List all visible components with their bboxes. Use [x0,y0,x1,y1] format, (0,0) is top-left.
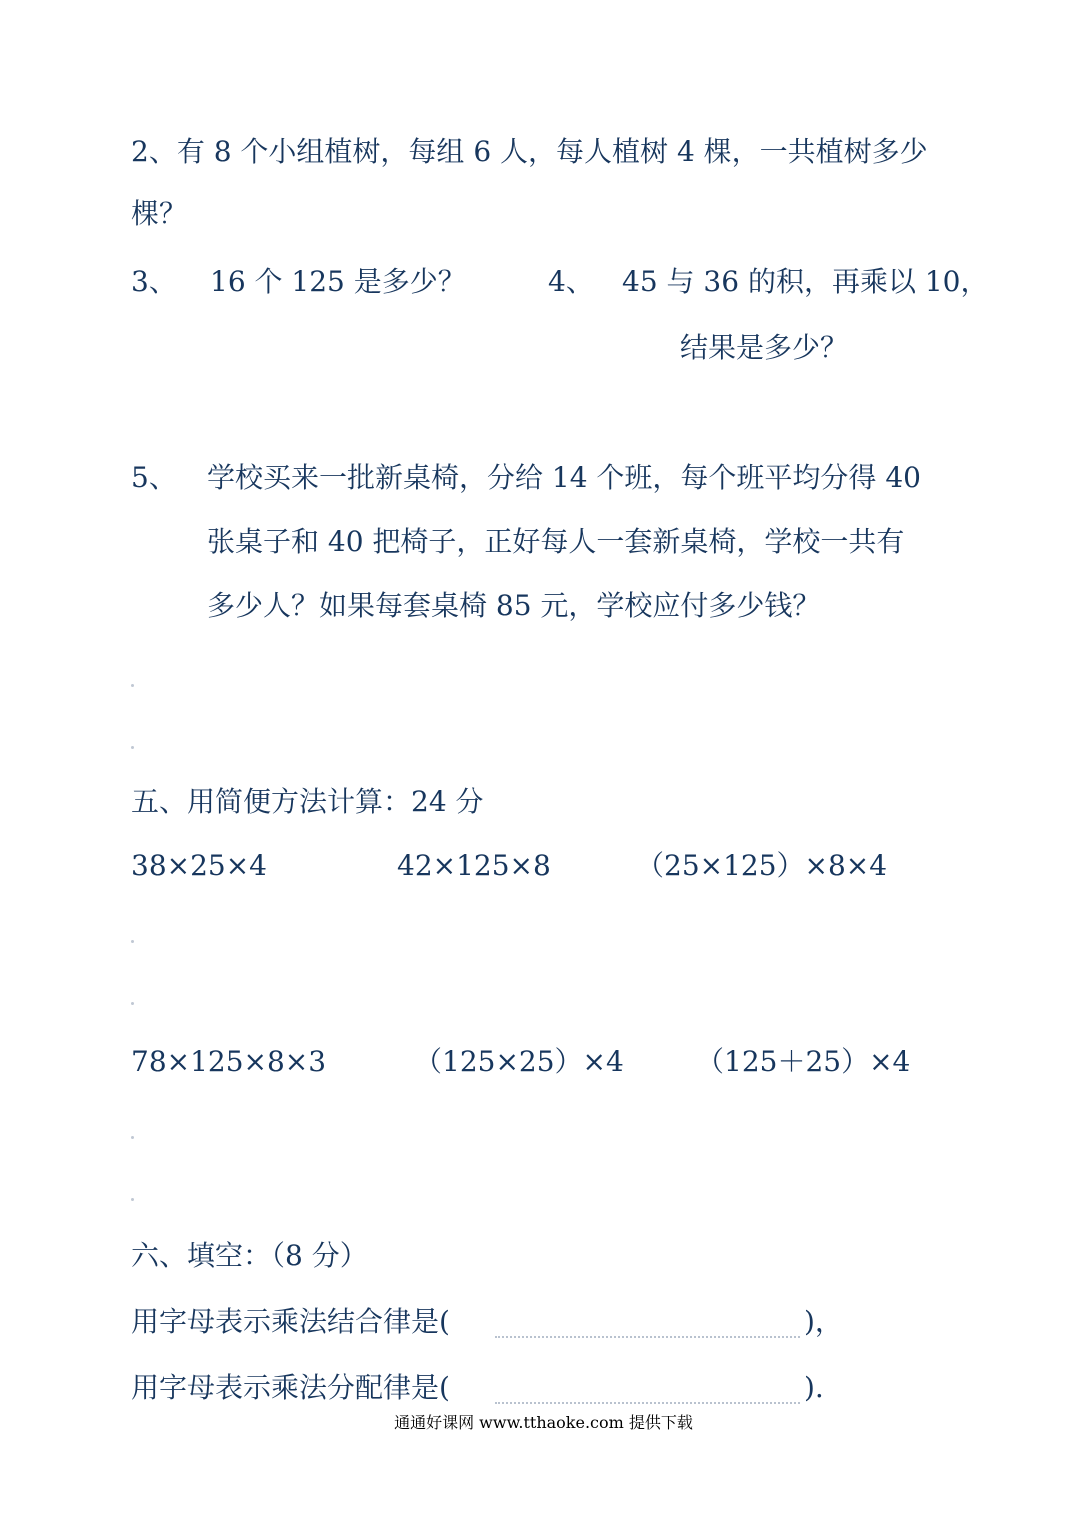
problem-2-line-2: 棵？ [131,197,188,230]
problem-5-line-3: 多少人？如果每套桌椅 85 元，学校应付多少钱？ [207,589,821,622]
fill-blank-associative[interactable] [495,1308,800,1338]
problem-2-line-1: 2、有 8 个小组植树，每组 6 人，每人植树 4 棵，一共植树多少 [131,135,928,168]
problem-5-number: 5、 [131,461,177,494]
fill-blank-associative-prefix: 用字母表示乘法结合律是( [131,1305,450,1338]
problem-4-text: 45 与 36 的积，再乘以 10， [622,265,989,298]
answer-space-marker [131,684,134,687]
problem-3-number: 3、 [131,265,177,298]
problem-4-line-2: 结果是多少？ [680,331,849,364]
answer-space-marker [131,940,134,943]
calc-expression: 78×125×8×3 [131,1045,327,1078]
answer-space-marker [131,1136,134,1139]
problem-4-number: 4、 [548,265,594,298]
calc-expression: （125＋25）×4 [696,1045,911,1078]
problem-5-line-1: 学校买来一批新桌椅，分给 14 个班，每个班平均分得 40 [207,461,921,494]
calc-expression: 42×125×8 [397,849,551,882]
answer-space-marker [131,1198,134,1201]
calc-expression: （125×25）×4 [414,1045,624,1078]
problem-5-line-2: 张桌子和 40 把椅子，正好每人一套新桌椅，学校一共有 [207,525,905,558]
section-5-heading: 五、用简便方法计算：24 分 [131,785,484,818]
answer-space-marker [131,746,134,749]
answer-space-marker [131,1002,134,1005]
problem-3-text: 16 个 125 是多少？ [210,265,466,298]
calc-expression: （25×125）×8×4 [636,849,888,882]
section-6-heading: 六、填空：（8 分） [131,1239,368,1272]
fill-blank-distributive-suffix: ). [804,1371,824,1404]
calc-expression: 38×25×4 [131,849,267,882]
fill-blank-associative-suffix: )， [804,1305,843,1338]
fill-blank-distributive[interactable] [495,1374,800,1404]
footer-credit: 通通好课网 www.tthaoke.com 提供下载 [394,1413,693,1432]
fill-blank-distributive-prefix: 用字母表示乘法分配律是( [131,1371,450,1404]
